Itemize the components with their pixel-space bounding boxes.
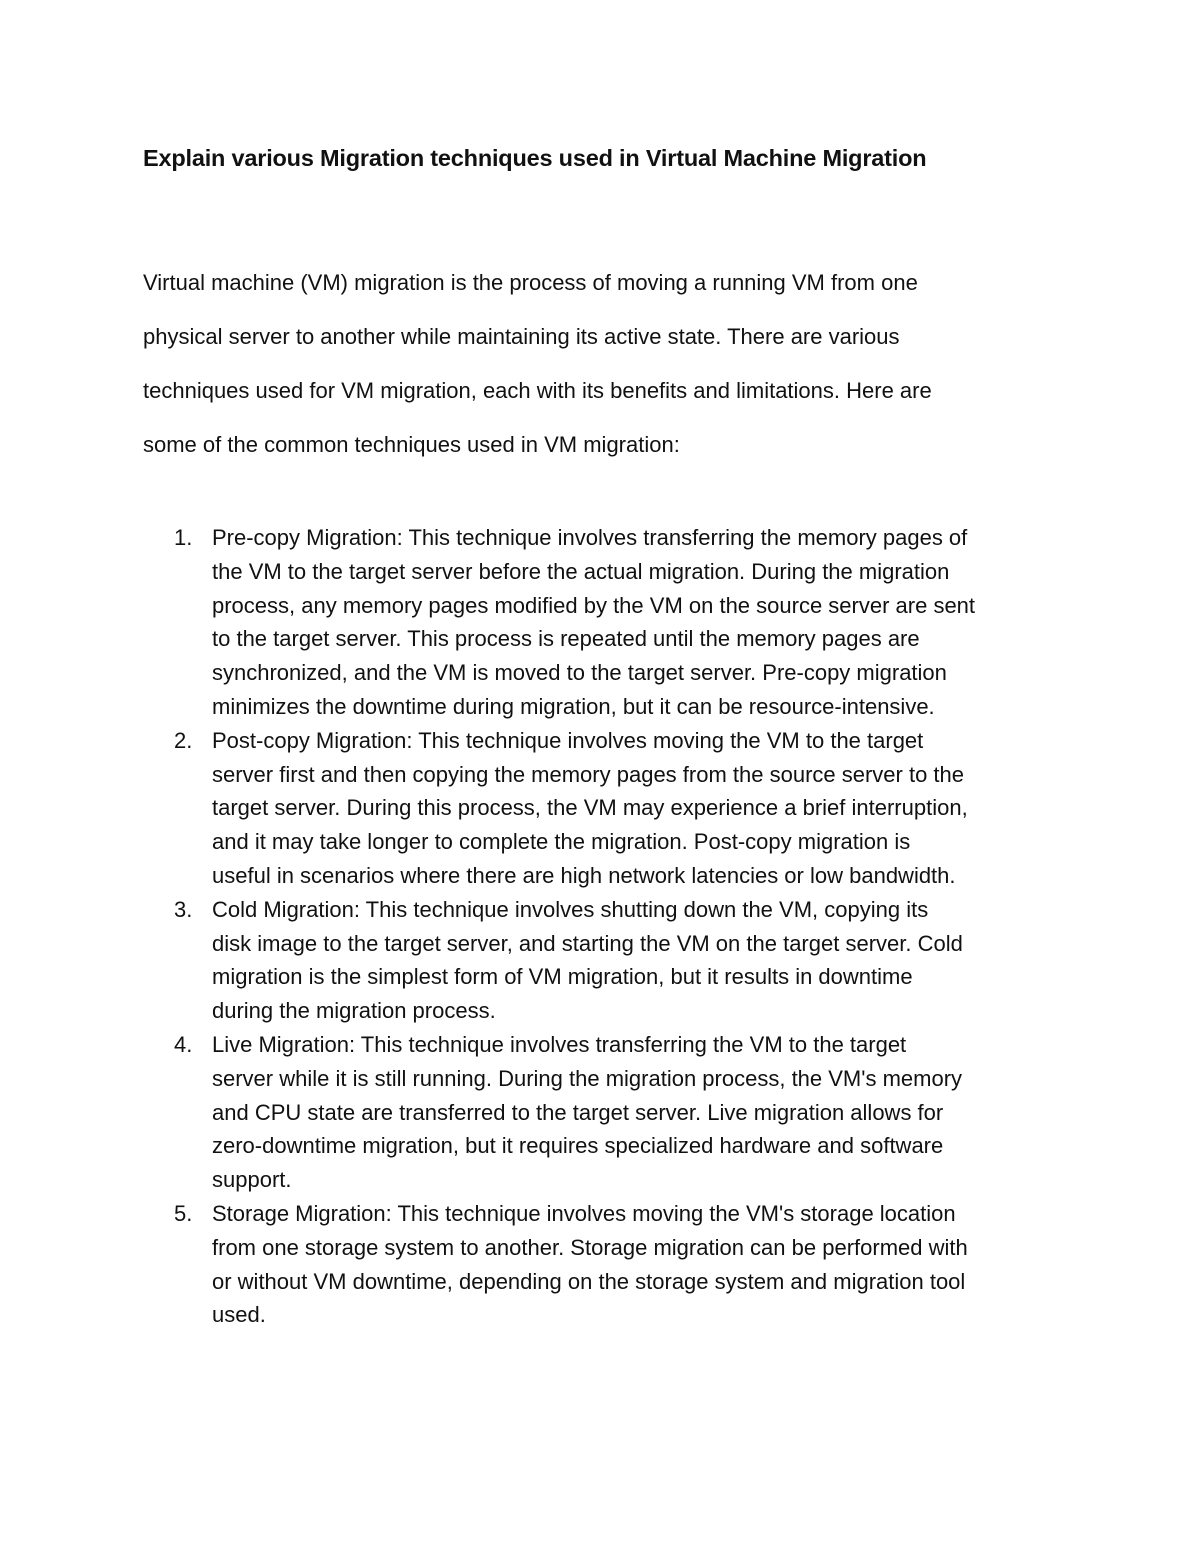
list-item-line: synchronized, and the VM is moved to the target server. Pre-copy migration — [212, 660, 947, 686]
intro-line: some of the common techniques used in VM migration: — [143, 432, 680, 457]
list-item-line: minimizes the downtime during migration, but it can be resource-intensive. — [212, 693, 935, 719]
list-item-line: Post-copy Migration: This technique involves moving the VM to the target — [212, 727, 924, 753]
list-item-number: 5. — [174, 1200, 193, 1226]
list-item-line: to the target server. This process is repeated until the memory pages are — [212, 626, 920, 652]
list-item-line: the VM to the target server before the actual migration. During the migration — [212, 558, 950, 584]
intro-line: Virtual machine (VM) migration is the process of moving a running VM from one — [143, 270, 918, 295]
list-item-storage-migration — [0, 1197, 1200, 1332]
list-item-line: or without VM downtime, depending on the storage system and migration tool — [212, 1268, 966, 1294]
list-item-number: 4. — [174, 1031, 193, 1057]
list-item-line: and it may take longer to complete the migration. Post-copy migration is — [212, 829, 911, 855]
intro-line: techniques used for VM migration, each with its benefits and limitations. Here are — [143, 378, 932, 403]
list-item-line: Pre-copy Migration: This technique involves transferring the memory pages of — [212, 525, 968, 550]
list-item-live-migration — [0, 1028, 1200, 1197]
list-item-line: Storage Migration: This technique involves moving the VM's storage location — [212, 1200, 956, 1226]
list-item-number: 1. — [174, 525, 193, 550]
list-item-line: target server. During this process, the VM may experience a brief interruption, — [212, 795, 968, 821]
list-item-line: useful in scenarios where there are high network latencies or low bandwidth. — [212, 862, 956, 888]
list-item-post-copy-migration — [0, 724, 1200, 893]
list-item-pre-copy-migration — [0, 521, 1200, 724]
list-item-line: Live Migration: This technique involves transferring the VM to the target — [212, 1031, 907, 1057]
list-item-cold-migration — [0, 893, 1200, 1028]
intro-line: physical server to another while maintaining its active state. There are various — [143, 324, 900, 349]
list-item-line: server while it is still running. During the migration process, the VM's memory — [212, 1065, 963, 1091]
list-item-number: 3. — [174, 896, 193, 922]
document-title: Explain various Migration techniques used in Virtual Machine Migration — [143, 145, 927, 171]
list-item-line: process, any memory pages modified by the VM on the source server are sent — [212, 592, 976, 618]
techniques-list — [0, 521, 1200, 1332]
list-item-line: support. — [212, 1167, 292, 1193]
list-item-line: from one storage system to another. Storage migration can be performed with — [212, 1234, 968, 1260]
list-item-line: migration is the simplest form of VM migration, but it results in downtime — [212, 964, 913, 990]
list-item-line: Cold Migration: This technique involves shutting down the VM, copying its — [212, 896, 929, 922]
intro-paragraph — [143, 256, 1063, 472]
list-item-line: disk image to the target server, and starting the VM on the target server. Cold — [212, 930, 963, 956]
list-item-line: server first and then copying the memory pages from the source server to the — [212, 761, 965, 787]
list-item-number: 2. — [174, 727, 193, 753]
list-item-line: zero-downtime migration, but it requires specialized hardware and software — [212, 1133, 944, 1159]
list-item-line: and CPU state are transferred to the target server. Live migration allows for — [212, 1099, 944, 1125]
list-item-line: used. — [212, 1302, 266, 1328]
list-item-line: during the migration process. — [212, 998, 496, 1024]
